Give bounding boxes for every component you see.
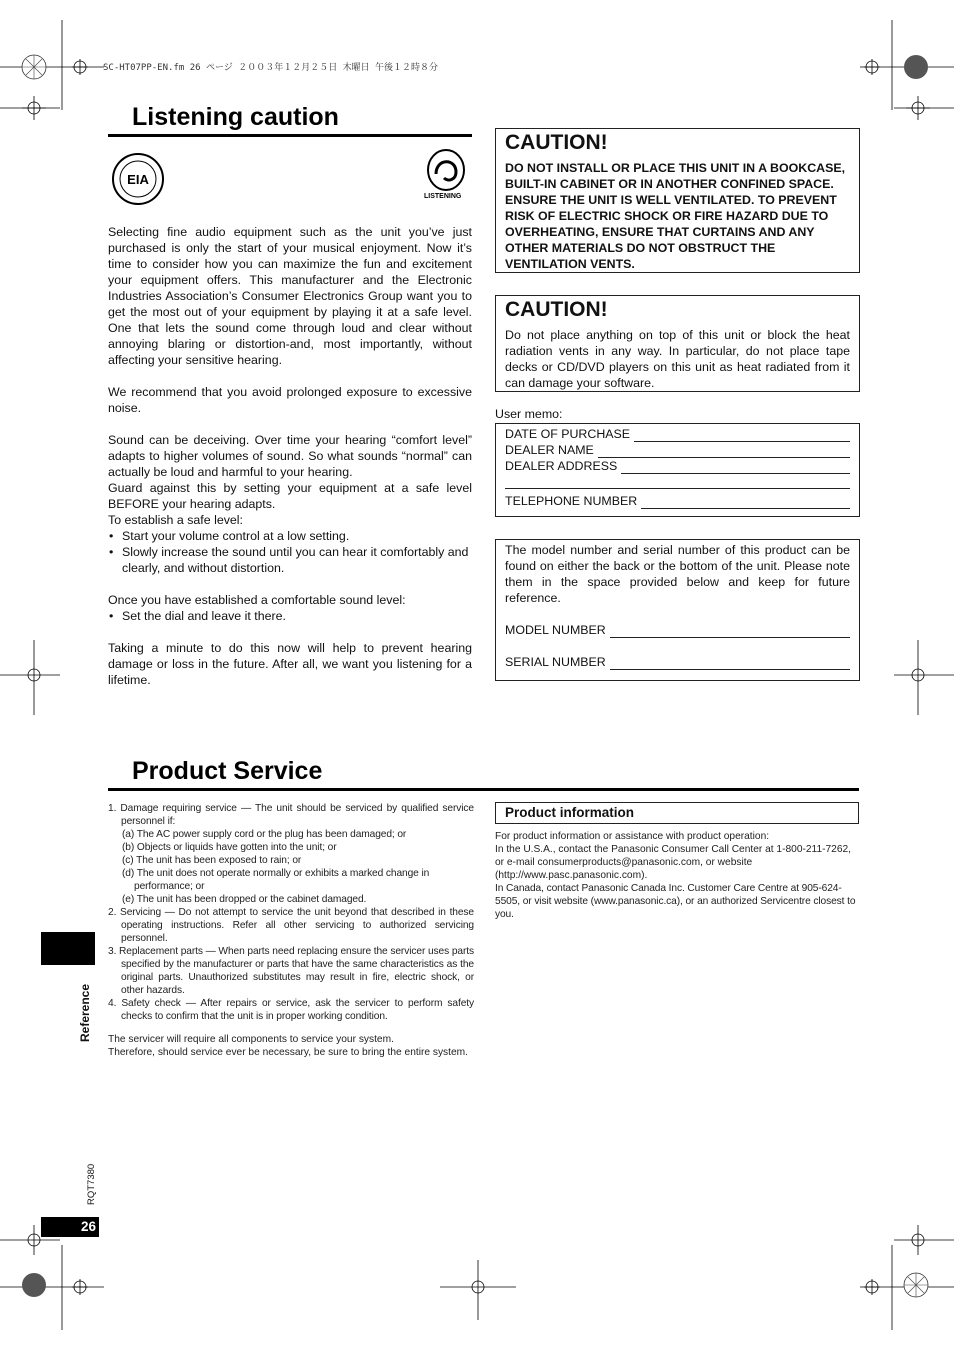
product-info-line-2: In the U.S.A., contact the Panasonic Consumer Call Center at 1-800-211-7262, or e-mail consumerproducts@panasonic.com, or website (http://www.pasc.panasonic.com). — [495, 844, 852, 881]
model-number-line — [610, 625, 850, 638]
service-sub-a: (a) The AC power supply cord or the plug has been damaged; or — [122, 829, 407, 840]
service-rule — [108, 788, 859, 791]
caution-title: CAUTION! — [505, 298, 608, 321]
comfortable-level-steps — [108, 608, 472, 624]
service-item-1: 1. Damage requiring service — The unit should be serviced by qualified service personnel if: — [108, 803, 474, 827]
caution-box-heat — [495, 295, 860, 392]
memo-telephone-row — [505, 493, 850, 509]
product-info-line-3: In Canada, contact Panasonic Canada Inc. Customer Care Centre at 905-624-5505, or visit website (www.panasonic.ca), or an authorized Servicentre closest to you. — [495, 883, 856, 920]
listening-deceiving: Sound can be deceiving. Over time your hearing “comfort level” adapts to higher volumes of sound. So what sounds “normal” can actually be loud and harmful to your hearing. — [108, 433, 472, 479]
service-list — [108, 802, 474, 1023]
memo-dealer-address-label: DEALER ADDRESS — [505, 459, 618, 473]
memo-address-extra-line — [505, 476, 850, 489]
listening-logo-text: LISTENING — [424, 193, 462, 200]
caution-ventilation-text: DO NOT INSTALL OR PLACE THIS UNIT IN A BOOKCASE, BUILT-IN CABINET OR IN ANOTHER CONFINED SPACE. ENSURE THE UNIT IS WELL VENTILATED. TO PREVENT RISK OF ELECTRIC SHOCK OR FIRE HAZARD DUE TO OVERHEATING, ENSURE THAT CURTAINS AND ANY OTHER MATERIALS DO NOT OBSTRUCT THE VENTILATION VENTS. — [505, 161, 846, 271]
model-number-label: MODEL NUMBER — [505, 623, 606, 637]
listening-guard: Guard against this by setting your equipment at a safe level BEFORE your hearing adapts. — [108, 481, 472, 511]
title-rule — [108, 134, 472, 137]
memo-telephone-label: TELEPHONE NUMBER — [505, 494, 638, 508]
service-sub-b: (b) Objects or liquids have gotten into the unit; or — [122, 842, 337, 853]
service-sub-d: (d) The unit does not operate normally or exhibits a marked change in performance; or — [122, 868, 430, 892]
listening-establish: To establish a safe level: — [108, 513, 243, 527]
listening-closing: Taking a minute to do this now will help to prevent hearing damage or loss in the future. After all, we want you listening for a lifetime. — [108, 641, 472, 687]
model-serial-text: The model number and serial number of this product can be found on either the back or the bottom of the unit. Please note them in the space provided below and keep for future reference. — [505, 543, 850, 605]
memo-telephone-line — [641, 496, 850, 509]
eia-logo-text: EIA — [127, 172, 149, 187]
caution-heat-text: Do not place anything on top of this unit or block the heat radiation vents in any way. In particular, do not place tape decks or CD/DVD players on this unit as heat radiated from it can damage your software. — [505, 328, 850, 390]
model-serial-box — [495, 539, 860, 681]
serial-number-row — [505, 654, 850, 670]
service-footer-1: The servicer will require all components to service your system. — [108, 1034, 394, 1045]
page-number: 26 — [41, 1217, 99, 1237]
product-info-line-1: For product information or assistance with product operation: — [495, 831, 770, 842]
listening-intro: Selecting fine audio equipment such as the unit you’ve just purchased is only the start of your musical enjoyment. Now it’s time to consider how you can maximize the fun and excitement your equipment offers. This manufacturer and the Electronic Industries Association’s Consumer Electronics Group want you to get the most out of your equipment by playing it at a safe level. One that lets the sound come through loud and clear without annoying blaring or distortion-and, most importantly, without affecting your sensitive hearing. — [108, 225, 472, 367]
product-info-title: Product information — [495, 802, 859, 824]
document-code: RQT7380 — [86, 1163, 97, 1205]
list-item: • Set the dial and leave it there. — [122, 608, 472, 624]
product-info-body — [495, 830, 861, 921]
service-item-4: 4. Safety check — After repairs or service, ask the servicer to perform safety checks to confirm that the unit is in proper working condition. — [108, 998, 474, 1022]
file-header: SC-HT07PP-EN.fm 26 ページ ２００３年１２月２５日 木曜日 午後１２時８分 — [103, 63, 439, 73]
reference-label: Reference — [78, 983, 92, 1042]
eia-logo-icon — [111, 152, 165, 206]
service-item-3: 3. Replacement parts — When parts need replacing ensure the servicer uses parts specified by the manufacturer or parts that have the same characteristics as the original parts. Unauthorized substitutes may result in fire, electric shock, or other hazards. — [108, 946, 474, 996]
user-memo-box — [495, 423, 860, 517]
serial-number-line — [610, 657, 850, 670]
serial-number-label: SERIAL NUMBER — [505, 655, 606, 669]
memo-dealer-name-row — [505, 442, 850, 458]
memo-dealer-address-line — [621, 461, 850, 474]
listening-body — [108, 224, 472, 704]
memo-date-label: DATE OF PURCHASE — [505, 427, 631, 441]
service-item-2: 2. Servicing — Do not attempt to service the unit beyond that described in these operating instructions. Refer all other servicing to authorized servicing personnel. — [108, 907, 474, 944]
memo-dealer-name-line — [598, 445, 850, 458]
memo-dealer-address-row — [505, 458, 850, 474]
listening-once: Once you have established a comfortable sound level: — [108, 593, 406, 607]
memo-dealer-name-label: DEALER NAME — [505, 443, 594, 457]
list-item: • Slowly increase the sound until you can hear it comfortably and clearly, and without distortion. — [122, 544, 472, 576]
service-sub-e: (e) The unit has been dropped or the cabinet damaged. — [122, 894, 367, 905]
list-item: • Start your volume control at a low setting. — [122, 528, 472, 544]
caution-title: CAUTION! — [505, 131, 608, 154]
service-footer-2: Therefore, should service ever be necessary, be sure to bring the entire system. — [108, 1047, 468, 1058]
section-tab — [41, 932, 95, 965]
listening-caution-title: Listening caution — [132, 103, 339, 131]
listening-recommend: We recommend that you avoid prolonged exposure to excessive noise. — [108, 385, 472, 415]
caution-box-ventilation — [495, 128, 860, 273]
model-number-row — [505, 622, 850, 638]
safe-level-steps — [108, 528, 472, 576]
product-service-title: Product Service — [132, 757, 323, 785]
service-footer — [108, 1033, 474, 1059]
service-sub-c: (c) The unit has been exposed to rain; or — [122, 855, 302, 866]
memo-date-line — [634, 429, 850, 442]
user-memo-label: User memo: — [495, 407, 563, 421]
memo-date-row — [505, 426, 850, 442]
listening-logo-icon — [422, 148, 468, 208]
